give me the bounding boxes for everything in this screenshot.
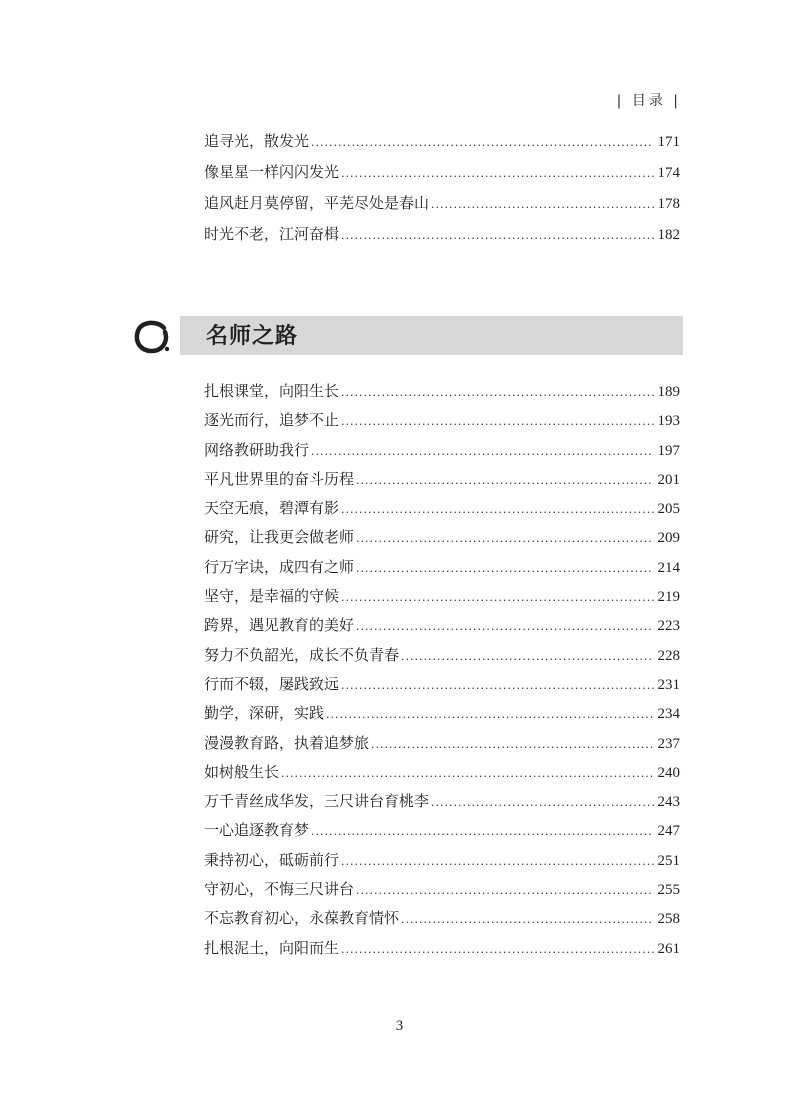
toc-dot-leader: [341, 407, 653, 436]
toc-entry-title: 行万字诀，成四有之师: [204, 557, 355, 576]
toc-entry-title: 跨界，遇见教育的美好: [204, 616, 355, 635]
toc-entry-title: 追寻光，散发光: [204, 132, 310, 150]
toc-entry[interactable]: [204, 157, 680, 188]
toc-entry[interactable]: [204, 846, 680, 875]
toc-entry-title: 追风赶月莫停留，平芜尽处是春山: [204, 194, 430, 212]
toc-entry-page: 234: [657, 706, 680, 723]
toc-dot-leader: [311, 127, 653, 158]
toc-entry[interactable]: [204, 611, 680, 640]
toc-entry-page: 223: [657, 618, 680, 635]
toc-dot-leader: [356, 554, 653, 583]
toc-entry-title: 天空无痕，碧潭有影: [204, 499, 340, 518]
toc-entry-title: 秉持初心，砥砺前行: [204, 850, 340, 869]
toc-entry[interactable]: [204, 641, 680, 670]
toc-entry-title: 坚守，是幸福的守候: [204, 587, 340, 606]
toc-entry[interactable]: [204, 729, 680, 758]
toc-dot-leader: [341, 220, 653, 251]
toc-entry-page: 209: [657, 530, 680, 547]
toc-entry-page: 178: [657, 196, 680, 212]
toc-entry-title: 研究，让我更会做老师: [204, 528, 355, 547]
toc-entry-page: 197: [657, 442, 680, 459]
toc-entry[interactable]: [204, 670, 680, 699]
toc-dot-leader: [401, 642, 653, 671]
toc-entry[interactable]: [204, 188, 680, 219]
toc-entry-title: 守初心，不悔三尺讲台: [204, 880, 355, 899]
toc-entry-page: 240: [657, 764, 680, 781]
toc-entry[interactable]: [204, 377, 680, 406]
toc-entry-page: 174: [657, 165, 680, 181]
toc-dot-leader: [341, 847, 653, 876]
toc-entry[interactable]: [204, 436, 680, 465]
toc-entry[interactable]: [204, 904, 680, 933]
toc-dot-leader: [356, 466, 653, 495]
toc-dot-leader: [281, 759, 653, 788]
toc-entry[interactable]: [204, 875, 680, 904]
toc-entry-title: 行而不辍，屡践致远: [204, 674, 340, 693]
toc-entry-page: 193: [657, 413, 680, 430]
toc-entry-page: 251: [657, 852, 680, 869]
toc-dot-leader: [341, 158, 653, 189]
toc-entry-title: 万千青丝成华发，三尺讲台育桃李: [204, 792, 430, 811]
toc-dot-leader: [326, 700, 653, 729]
toc-entry-page: 228: [657, 647, 680, 664]
toc-entry[interactable]: [204, 494, 680, 523]
toc-entry-page: 205: [657, 501, 680, 518]
toc-entry-title: 网络教研助我行: [204, 440, 310, 459]
toc-list-section: [204, 377, 680, 963]
toc-dot-leader: [341, 378, 653, 407]
toc-dot-leader: [431, 189, 653, 220]
toc-entry[interactable]: [204, 787, 680, 816]
toc-entry-page: 255: [657, 882, 680, 899]
toc-entry[interactable]: [204, 406, 680, 435]
toc-dot-leader: [371, 730, 653, 759]
toc-entry-title: 平凡世界里的奋斗历程: [204, 469, 355, 488]
toc-dot-leader: [401, 905, 653, 934]
toc-entry-page: 219: [657, 589, 680, 606]
toc-entry-title: 扎根泥土，向阳而生: [204, 938, 340, 957]
toc-entry-title: 漫漫教育路，执着追梦旅: [204, 733, 370, 752]
toc-entry-title: 时光不老，江河奋楫: [204, 225, 340, 243]
toc-dot-leader: [311, 817, 653, 846]
toc-dot-leader: [356, 876, 653, 905]
toc-entry-title: 一心追逐教育梦: [204, 821, 310, 840]
toc-entry-page: 261: [657, 940, 680, 957]
toc-entry-page: 243: [657, 794, 680, 811]
toc-dot-leader: [341, 671, 653, 700]
toc-entry-page: 231: [657, 676, 680, 693]
toc-entry-title: 逐光而行，追梦不止: [204, 411, 340, 430]
toc-entry-title: 努力不负韶光，成长不负青春: [204, 645, 400, 664]
toc-entry[interactable]: [204, 219, 680, 250]
toc-dot-leader: [341, 583, 653, 612]
toc-dot-leader: [341, 495, 653, 524]
toc-dot-leader: [341, 935, 653, 964]
toc-entry-page: 258: [657, 911, 680, 928]
toc-dot-leader: [356, 612, 653, 641]
toc-dot-leader: [311, 437, 653, 466]
toc-entry-page: 171: [657, 134, 680, 150]
circle-brush-icon: [134, 320, 170, 354]
toc-entry[interactable]: [204, 465, 680, 494]
toc-entry[interactable]: [204, 934, 680, 963]
toc-entry-page: 247: [657, 823, 680, 840]
toc-dot-leader: [431, 788, 653, 817]
toc-entry[interactable]: [204, 816, 680, 845]
toc-entry[interactable]: [204, 523, 680, 552]
toc-entry[interactable]: [204, 758, 680, 787]
section-title: 名师之路: [206, 323, 299, 349]
page-number: 3: [395, 1018, 404, 1034]
toc-entry-title: 如树般生长: [204, 762, 280, 781]
toc-dot-leader: [356, 524, 653, 553]
toc-entry-title: 不忘教育初心，永葆教育情怀: [204, 909, 400, 928]
toc-entry-title: 像星星一样闪闪发光: [204, 163, 340, 181]
toc-entry-page: 189: [657, 384, 680, 400]
toc-entry-title: 扎根课堂，向阳生长: [204, 382, 340, 400]
toc-entry-page: 201: [657, 471, 680, 488]
toc-entry-page: 214: [657, 559, 680, 576]
toc-entry-title: 勤学，深研，实践: [204, 704, 325, 723]
toc-entry-page: 237: [657, 735, 680, 752]
toc-list-top: [204, 126, 680, 250]
toc-entry[interactable]: [204, 699, 680, 728]
running-header: | 目录 |: [616, 93, 681, 109]
toc-entry[interactable]: [204, 582, 680, 611]
toc-entry[interactable]: [204, 126, 680, 157]
toc-entry-page: 182: [657, 227, 680, 243]
toc-entry[interactable]: [204, 553, 680, 582]
